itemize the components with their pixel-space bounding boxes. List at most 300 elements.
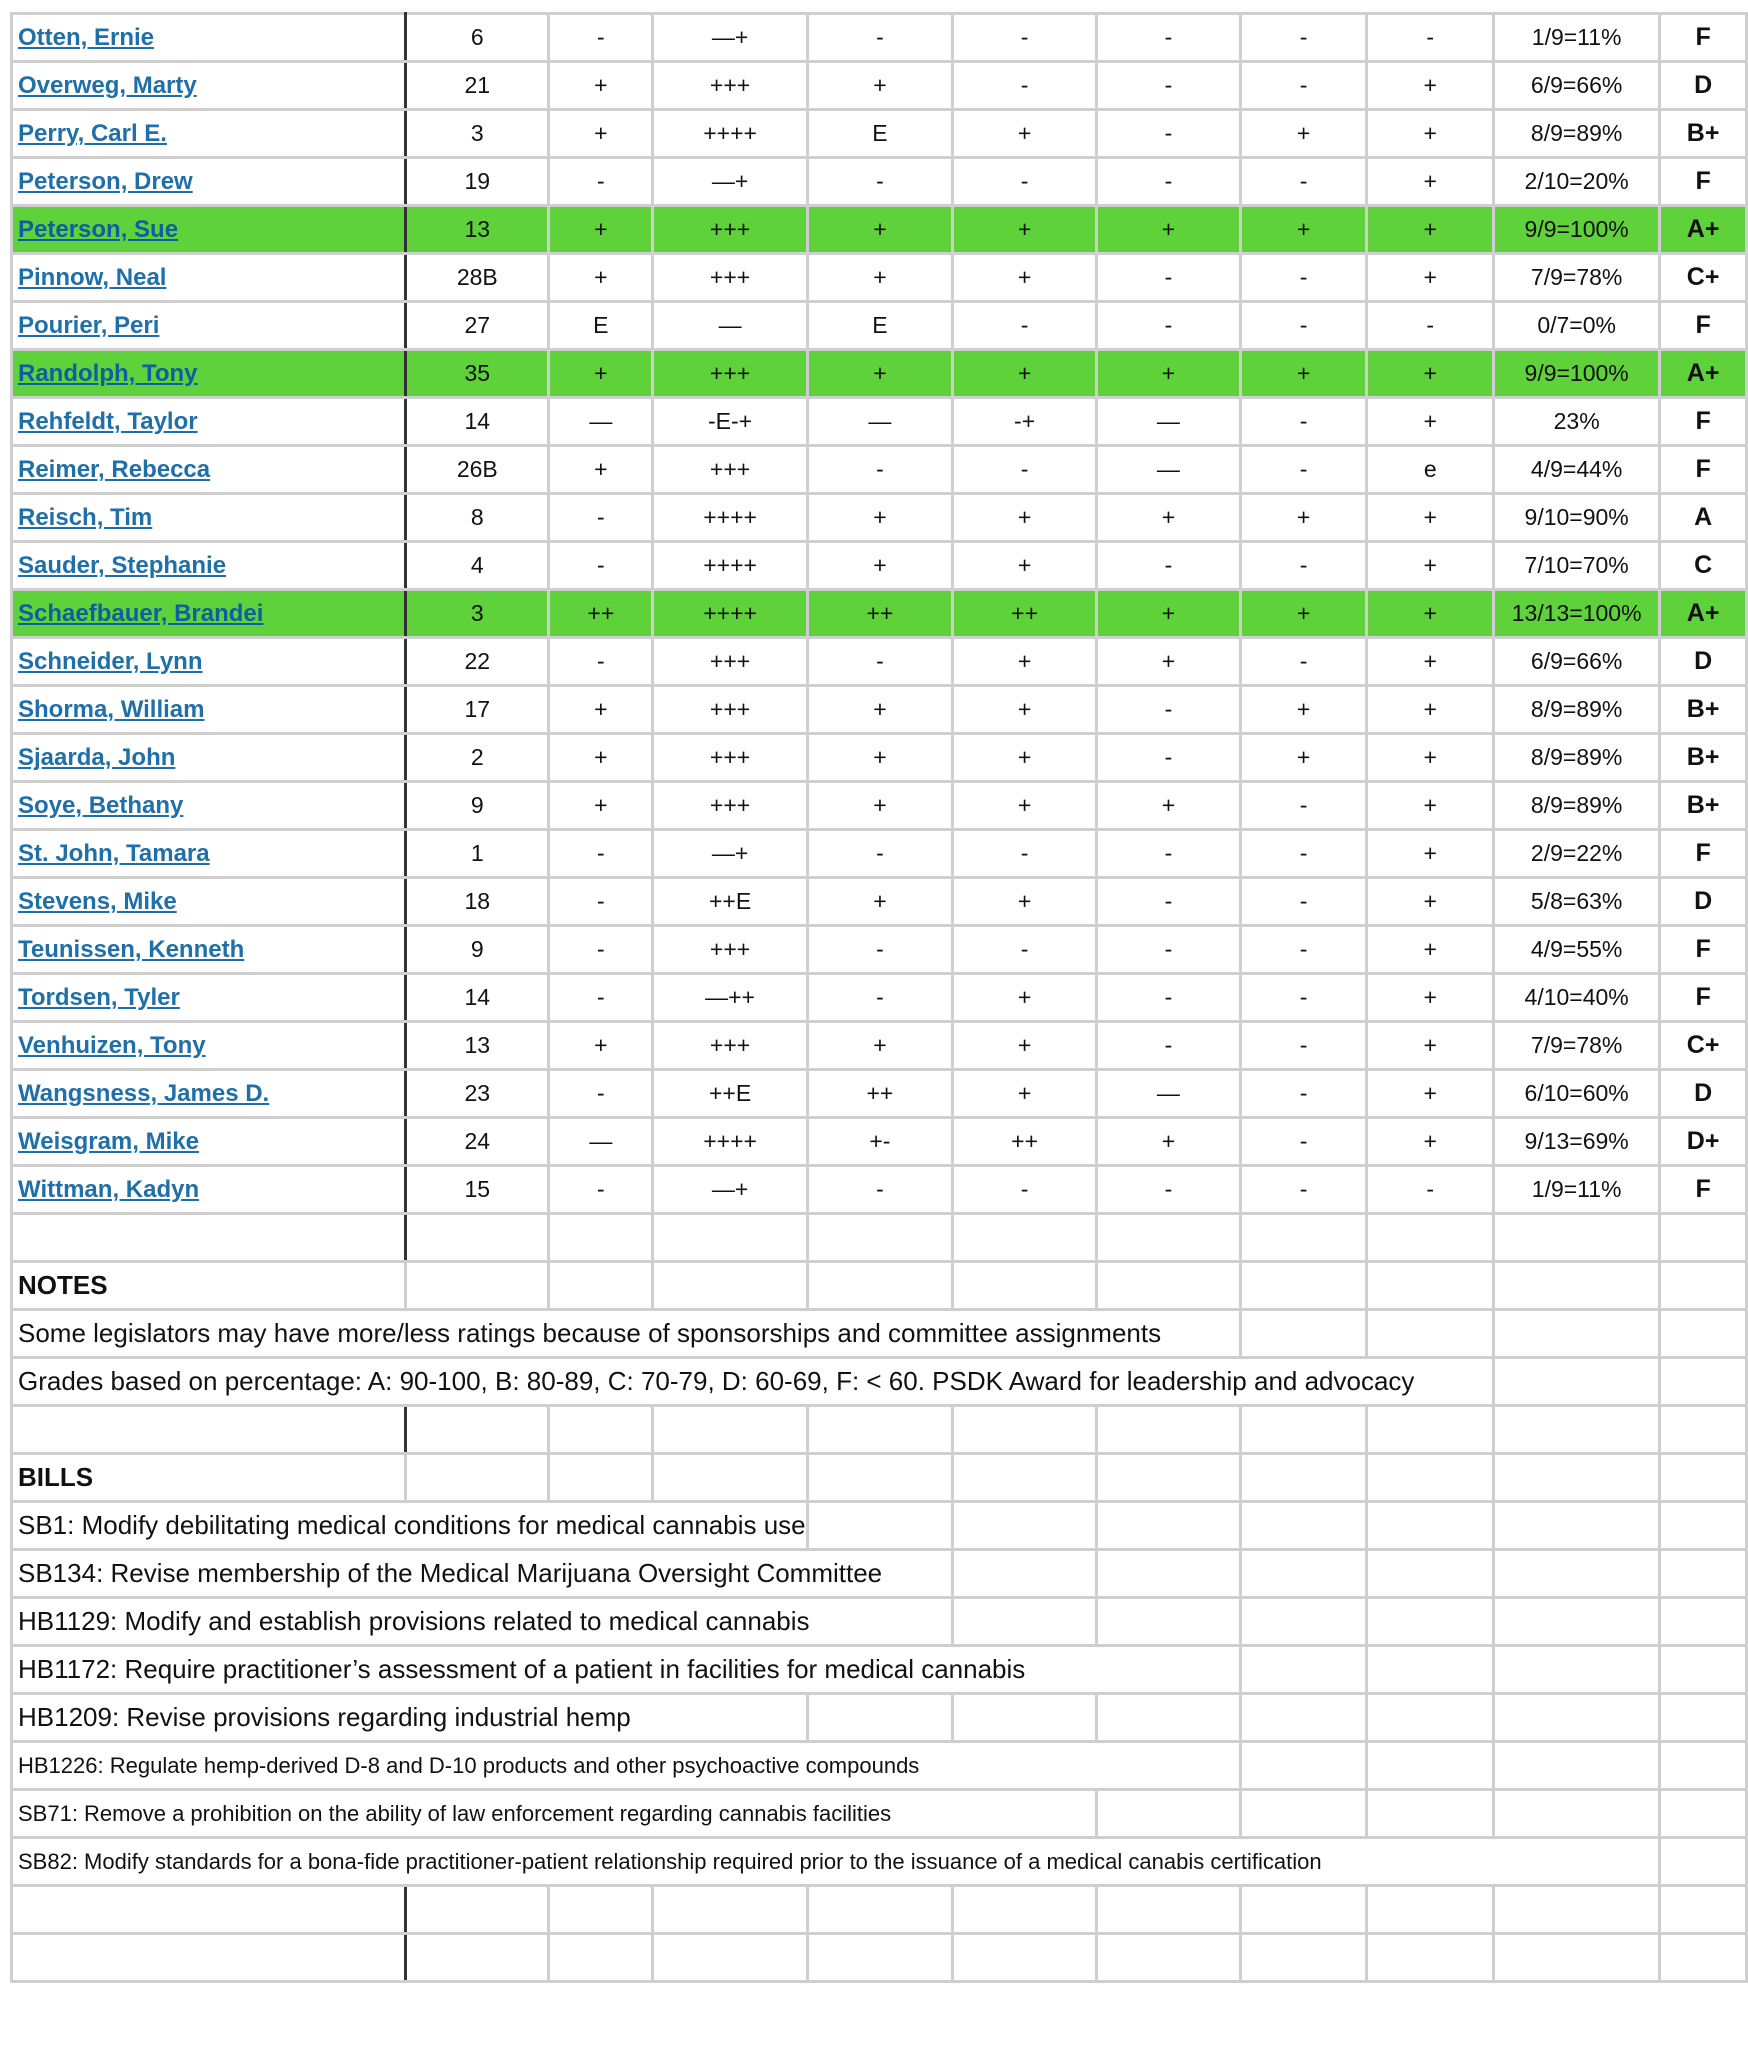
legislator-link[interactable]: Wittman, Kadyn [18, 1175, 200, 1203]
empty-cell [1367, 1502, 1494, 1550]
empty-cell [1494, 1454, 1660, 1502]
vote-cell: + [549, 734, 653, 782]
vote-cell: ++E [653, 878, 807, 926]
vote-cell: - [953, 302, 1097, 350]
district-cell: 9 [406, 926, 549, 974]
empty-cell [1240, 1598, 1367, 1646]
vote-cell: + [1367, 158, 1494, 206]
legislator-name-cell [12, 14, 406, 62]
vote-cell: - [807, 1166, 953, 1214]
empty-cell [1240, 1454, 1367, 1502]
grade-cell: F [1660, 974, 1747, 1022]
empty-cell [1240, 1790, 1367, 1838]
vote-cell: - [1240, 782, 1367, 830]
vote-cell: ++++ [653, 494, 807, 542]
text-row [12, 1310, 1747, 1358]
empty-cell [1097, 1934, 1241, 1982]
vote-cell: + [1367, 494, 1494, 542]
legislator-name-cell [12, 926, 406, 974]
grade-cell: B+ [1660, 734, 1747, 782]
legislator-row [12, 1070, 1747, 1118]
empty-cell [1660, 1598, 1747, 1646]
score-cell: 1/9=11% [1494, 1166, 1660, 1214]
legislator-link[interactable]: Shorma, William [18, 695, 205, 723]
legislator-link[interactable]: Perry, Carl E. [18, 119, 167, 147]
section-heading: BILLS [12, 1454, 406, 1502]
vote-cell: + [1240, 206, 1367, 254]
vote-cell: - [549, 494, 653, 542]
grade-cell: D [1660, 1070, 1747, 1118]
vote-cell: + [1097, 494, 1241, 542]
vote-cell: + [1240, 494, 1367, 542]
text-line: SB82: Modify standards for a bona-fide practitioner-patient relationship required prior to the issuance of a medical canabis certification [12, 1838, 1660, 1886]
legislator-link[interactable]: Soye, Bethany [18, 791, 184, 819]
empty-cell [1097, 1214, 1241, 1262]
empty-cell [1367, 1694, 1494, 1742]
empty-cell [1097, 1550, 1241, 1598]
vote-cell: + [1367, 206, 1494, 254]
legislator-link[interactable]: Overweg, Marty [18, 71, 197, 99]
legislator-link[interactable]: Sjaarda, John [18, 743, 176, 771]
district-cell: 17 [406, 686, 549, 734]
vote-cell: - [953, 446, 1097, 494]
empty-cell [1240, 1310, 1367, 1358]
legislator-row [12, 254, 1747, 302]
legislator-row [12, 1166, 1747, 1214]
legislator-link[interactable]: Weisgram, Mike [18, 1127, 199, 1155]
empty-row [12, 1934, 1747, 1982]
vote-cell: E [807, 110, 953, 158]
empty-cell [1660, 1934, 1747, 1982]
empty-cell [1367, 1550, 1494, 1598]
vote-cell: +++ [653, 638, 807, 686]
vote-cell: + [953, 542, 1097, 590]
grade-cell: D [1660, 638, 1747, 686]
vote-cell: + [549, 686, 653, 734]
score-cell: 7/9=78% [1494, 1022, 1660, 1070]
vote-cell: - [807, 974, 953, 1022]
legislator-name-cell [12, 1118, 406, 1166]
vote-cell: - [1240, 1166, 1367, 1214]
district-cell: 14 [406, 974, 549, 1022]
vote-cell: —+ [653, 1166, 807, 1214]
empty-cell [1660, 1310, 1747, 1358]
text-row [12, 1838, 1747, 1886]
vote-cell: — [1097, 398, 1241, 446]
vote-cell: - [953, 1166, 1097, 1214]
legislator-row [12, 830, 1747, 878]
vote-cell: + [1367, 974, 1494, 1022]
district-cell: 2 [406, 734, 549, 782]
vote-cell: - [807, 158, 953, 206]
grade-cell: F [1660, 926, 1747, 974]
empty-cell [1660, 1550, 1747, 1598]
vote-cell: + [807, 782, 953, 830]
legislator-name-cell [12, 590, 406, 638]
section-heading: NOTES [12, 1262, 406, 1310]
legislator-name-cell [12, 494, 406, 542]
empty-cell [807, 1262, 953, 1310]
vote-cell: - [1097, 1166, 1241, 1214]
text-line: HB1172: Require practitioner’s assessment of a patient in facilities for medical cannabis [12, 1646, 1241, 1694]
district-cell: 9 [406, 782, 549, 830]
empty-cell [953, 1550, 1097, 1598]
vote-cell: +++ [653, 686, 807, 734]
grade-cell: B+ [1660, 110, 1747, 158]
district-cell: 13 [406, 1022, 549, 1070]
score-cell: 8/9=89% [1494, 110, 1660, 158]
empty-cell [549, 1214, 653, 1262]
vote-cell: + [1367, 542, 1494, 590]
grade-cell: A+ [1660, 590, 1747, 638]
vote-cell: - [1097, 1022, 1241, 1070]
text-row [12, 1742, 1747, 1790]
text-line: SB134: Revise membership of the Medical Marijuana Oversight Committee [12, 1550, 953, 1598]
district-cell: 3 [406, 110, 549, 158]
text-row [12, 1790, 1747, 1838]
empty-cell [953, 1262, 1097, 1310]
score-cell: 9/10=90% [1494, 494, 1660, 542]
empty-cell [807, 1406, 953, 1454]
legislator-row [12, 782, 1747, 830]
empty-cell [1660, 1742, 1747, 1790]
empty-cell [1660, 1358, 1747, 1406]
vote-cell: +++ [653, 446, 807, 494]
text-row [12, 1550, 1747, 1598]
grade-cell: D [1660, 878, 1747, 926]
empty-cell [1240, 1502, 1367, 1550]
grade-cell: D+ [1660, 1118, 1747, 1166]
empty-cell [406, 1934, 549, 1982]
vote-cell: + [1097, 590, 1241, 638]
empty-cell [807, 1454, 953, 1502]
score-cell: 23% [1494, 398, 1660, 446]
vote-cell: - [807, 830, 953, 878]
empty-cell [953, 1454, 1097, 1502]
empty-cell [406, 1262, 549, 1310]
vote-cell: + [549, 1022, 653, 1070]
empty-cell [653, 1454, 807, 1502]
vote-cell: — [1097, 1070, 1241, 1118]
legislator-row [12, 638, 1747, 686]
vote-cell: + [1240, 734, 1367, 782]
vote-cell: +++ [653, 734, 807, 782]
vote-cell: - [807, 926, 953, 974]
empty-cell [1097, 1694, 1241, 1742]
legislator-link[interactable]: Reisch, Tim [18, 503, 153, 531]
legislator-link[interactable]: Peterson, Sue [18, 215, 179, 243]
legislator-link[interactable]: Stevens, Mike [18, 887, 177, 915]
vote-cell: + [1097, 638, 1241, 686]
vote-cell: +++ [653, 1022, 807, 1070]
empty-cell [953, 1886, 1097, 1934]
legislator-row [12, 878, 1747, 926]
vote-cell: ++ [807, 590, 953, 638]
text-row [12, 1694, 1747, 1742]
vote-cell: —+ [653, 158, 807, 206]
vote-cell: + [953, 782, 1097, 830]
vote-cell: + [1097, 782, 1241, 830]
empty-cell [1097, 1598, 1241, 1646]
vote-cell: ++++ [653, 542, 807, 590]
ratings-table [10, 12, 1748, 1983]
empty-cell [807, 1934, 953, 1982]
district-cell: 24 [406, 1118, 549, 1166]
empty-cell [1660, 1502, 1747, 1550]
grade-cell: F [1660, 830, 1747, 878]
score-cell: 8/9=89% [1494, 686, 1660, 734]
vote-cell: +++ [653, 206, 807, 254]
vote-cell: + [953, 1022, 1097, 1070]
vote-cell: + [807, 350, 953, 398]
legislator-link[interactable]: Tordsen, Tyler [18, 983, 180, 1011]
vote-cell: + [953, 350, 1097, 398]
vote-cell: - [549, 1070, 653, 1118]
text-row [12, 1502, 1747, 1550]
vote-cell: - [1240, 926, 1367, 974]
empty-cell [653, 1214, 807, 1262]
vote-cell: -+ [953, 398, 1097, 446]
legislator-link[interactable]: Schneider, Lynn [18, 647, 203, 675]
vote-cell: — [1097, 446, 1241, 494]
vote-cell: - [953, 830, 1097, 878]
vote-cell: - [1240, 14, 1367, 62]
score-cell: 8/9=89% [1494, 734, 1660, 782]
legislator-link[interactable]: St. John, Tamara [18, 839, 210, 867]
vote-cell: + [1097, 350, 1241, 398]
legislator-row [12, 494, 1747, 542]
legislator-link[interactable]: Randolph, Tony [18, 359, 198, 387]
legislator-row [12, 110, 1747, 158]
vote-cell: - [549, 926, 653, 974]
legislator-link[interactable]: Teunissen, Kenneth [18, 935, 245, 963]
vote-cell: + [1240, 590, 1367, 638]
empty-cell [653, 1406, 807, 1454]
vote-cell: + [1367, 1118, 1494, 1166]
empty-cell [12, 1934, 406, 1982]
vote-cell: + [953, 254, 1097, 302]
vote-cell: + [953, 206, 1097, 254]
empty-cell [1494, 1550, 1660, 1598]
empty-cell [1367, 1790, 1494, 1838]
legislator-name-cell [12, 686, 406, 734]
section-heading-row [12, 1262, 1747, 1310]
legislator-row [12, 926, 1747, 974]
vote-cell: ++ [953, 590, 1097, 638]
vote-cell: + [953, 638, 1097, 686]
empty-cell [1097, 1454, 1241, 1502]
district-cell: 18 [406, 878, 549, 926]
vote-cell: - [1240, 878, 1367, 926]
legislator-link[interactable]: Schaefbauer, Brandei [18, 599, 264, 627]
legislator-row [12, 206, 1747, 254]
vote-cell: + [807, 62, 953, 110]
vote-cell: +++ [653, 926, 807, 974]
vote-cell: +++ [653, 350, 807, 398]
score-cell: 2/9=22% [1494, 830, 1660, 878]
empty-cell [1494, 1214, 1660, 1262]
vote-cell: e [1367, 446, 1494, 494]
vote-cell: —+ [653, 14, 807, 62]
text-line: SB1: Modify debilitating medical conditions for medical cannabis use [12, 1502, 808, 1550]
district-cell: 1 [406, 830, 549, 878]
legislator-link[interactable]: Otten, Ernie [18, 23, 155, 51]
vote-cell: - [1240, 1118, 1367, 1166]
vote-cell: - [1367, 1166, 1494, 1214]
empty-cell [953, 1406, 1097, 1454]
empty-cell [807, 1502, 953, 1550]
vote-cell: - [807, 14, 953, 62]
empty-cell [549, 1886, 653, 1934]
district-cell: 8 [406, 494, 549, 542]
text-line: SB71: Remove a prohibition on the ability of law enforcement regarding cannabis facilities [12, 1790, 1097, 1838]
vote-cell: - [549, 638, 653, 686]
vote-cell: +++ [653, 254, 807, 302]
legislator-link[interactable]: Wangsness, James D. [18, 1079, 270, 1107]
vote-cell: + [807, 734, 953, 782]
legislator-link[interactable]: Venhuizen, Tony [18, 1031, 206, 1059]
vote-cell: + [1367, 110, 1494, 158]
district-cell: 15 [406, 1166, 549, 1214]
empty-cell [953, 1934, 1097, 1982]
vote-cell: - [807, 638, 953, 686]
score-cell: 7/9=78% [1494, 254, 1660, 302]
empty-cell [807, 1214, 953, 1262]
empty-cell [807, 1694, 953, 1742]
score-cell: 0/7=0% [1494, 302, 1660, 350]
empty-cell [953, 1598, 1097, 1646]
vote-cell: + [953, 878, 1097, 926]
grade-cell: F [1660, 1166, 1747, 1214]
vote-cell: - [1097, 926, 1241, 974]
empty-cell [1240, 1694, 1367, 1742]
vote-cell: - [1097, 110, 1241, 158]
empty-cell [1240, 1646, 1367, 1694]
empty-cell [1660, 1694, 1747, 1742]
score-cell: 9/13=69% [1494, 1118, 1660, 1166]
empty-cell [1494, 1790, 1660, 1838]
vote-cell: +++ [653, 62, 807, 110]
vote-cell: + [1367, 590, 1494, 638]
vote-cell: + [549, 446, 653, 494]
legislator-row [12, 1118, 1747, 1166]
vote-cell: + [1240, 350, 1367, 398]
empty-cell [1367, 1214, 1494, 1262]
vote-cell: - [1240, 1070, 1367, 1118]
vote-cell: - [1097, 62, 1241, 110]
empty-cell [406, 1406, 549, 1454]
legislator-name-cell [12, 1070, 406, 1118]
empty-cell [12, 1406, 406, 1454]
empty-cell [1494, 1934, 1660, 1982]
vote-cell: + [953, 494, 1097, 542]
empty-cell [1240, 1550, 1367, 1598]
grade-cell: C+ [1660, 254, 1747, 302]
vote-cell: - [1097, 734, 1241, 782]
empty-cell [1660, 1646, 1747, 1694]
vote-cell: + [1367, 734, 1494, 782]
legislator-link[interactable]: Rehfeldt, Taylor [18, 407, 198, 435]
vote-cell: + [807, 254, 953, 302]
text-line: HB1226: Regulate hemp-derived D-8 and D-10 products and other psychoactive compounds [12, 1742, 1241, 1790]
score-cell: 8/9=89% [1494, 782, 1660, 830]
district-cell: 6 [406, 14, 549, 62]
vote-cell: - [953, 62, 1097, 110]
vote-cell: ++++ [653, 590, 807, 638]
empty-row [12, 1886, 1747, 1934]
legislator-link[interactable]: Sauder, Stephanie [18, 551, 227, 579]
empty-cell [1494, 1502, 1660, 1550]
grade-cell: F [1660, 158, 1747, 206]
vote-cell: - [1097, 686, 1241, 734]
vote-cell: - [1097, 158, 1241, 206]
empty-cell [1494, 1406, 1660, 1454]
vote-cell: + [953, 1070, 1097, 1118]
empty-cell [1240, 1406, 1367, 1454]
legislator-link[interactable]: Reimer, Rebecca [18, 455, 211, 483]
empty-cell [549, 1406, 653, 1454]
empty-cell [1660, 1454, 1747, 1502]
vote-cell: - [1367, 14, 1494, 62]
vote-cell: - [1240, 62, 1367, 110]
vote-cell: — [549, 1118, 653, 1166]
vote-cell: + [549, 62, 653, 110]
vote-cell: + [549, 254, 653, 302]
legislator-link[interactable]: Peterson, Drew [18, 167, 193, 195]
vote-cell: + [807, 494, 953, 542]
vote-cell: + [1367, 638, 1494, 686]
vote-cell: ++ [807, 1070, 953, 1118]
empty-cell [406, 1454, 549, 1502]
empty-row [12, 1406, 1747, 1454]
vote-cell: — [653, 302, 807, 350]
legislator-name-cell [12, 974, 406, 1022]
score-cell: 1/9=11% [1494, 14, 1660, 62]
empty-row [12, 1214, 1747, 1262]
empty-cell [1660, 1838, 1747, 1886]
empty-cell [1660, 1262, 1747, 1310]
vote-cell: - [1097, 878, 1241, 926]
text-line: Some legislators may have more/less ratings because of sponsorships and committee assignments [12, 1310, 1241, 1358]
empty-cell [12, 1214, 406, 1262]
district-cell: 21 [406, 62, 549, 110]
grade-cell: C [1660, 542, 1747, 590]
empty-cell [1367, 1934, 1494, 1982]
district-cell: 22 [406, 638, 549, 686]
vote-cell: —+ [653, 830, 807, 878]
legislator-row [12, 590, 1747, 638]
legislator-link[interactable]: Pinnow, Neal [18, 263, 167, 291]
vote-cell: - [1240, 158, 1367, 206]
district-cell: 28B [406, 254, 549, 302]
district-cell: 23 [406, 1070, 549, 1118]
legislator-row [12, 1022, 1747, 1070]
empty-cell [1367, 1310, 1494, 1358]
empty-cell [1240, 1742, 1367, 1790]
vote-cell: + [549, 110, 653, 158]
vote-cell: — [807, 398, 953, 446]
legislator-row [12, 974, 1747, 1022]
legislator-row [12, 542, 1747, 590]
legislator-link[interactable]: Pourier, Peri [18, 311, 160, 339]
vote-cell: E [549, 302, 653, 350]
vote-cell: - [1097, 302, 1241, 350]
legislator-name-cell [12, 398, 406, 446]
text-line: Grades based on percentage: A: 90-100, B: 80-89, C: 70-79, D: 60-69, F: < 60. PSDK Award for leadership and advocacy [12, 1358, 1494, 1406]
legislator-name-cell [12, 110, 406, 158]
score-cell: 7/10=70% [1494, 542, 1660, 590]
vote-cell: - [549, 878, 653, 926]
